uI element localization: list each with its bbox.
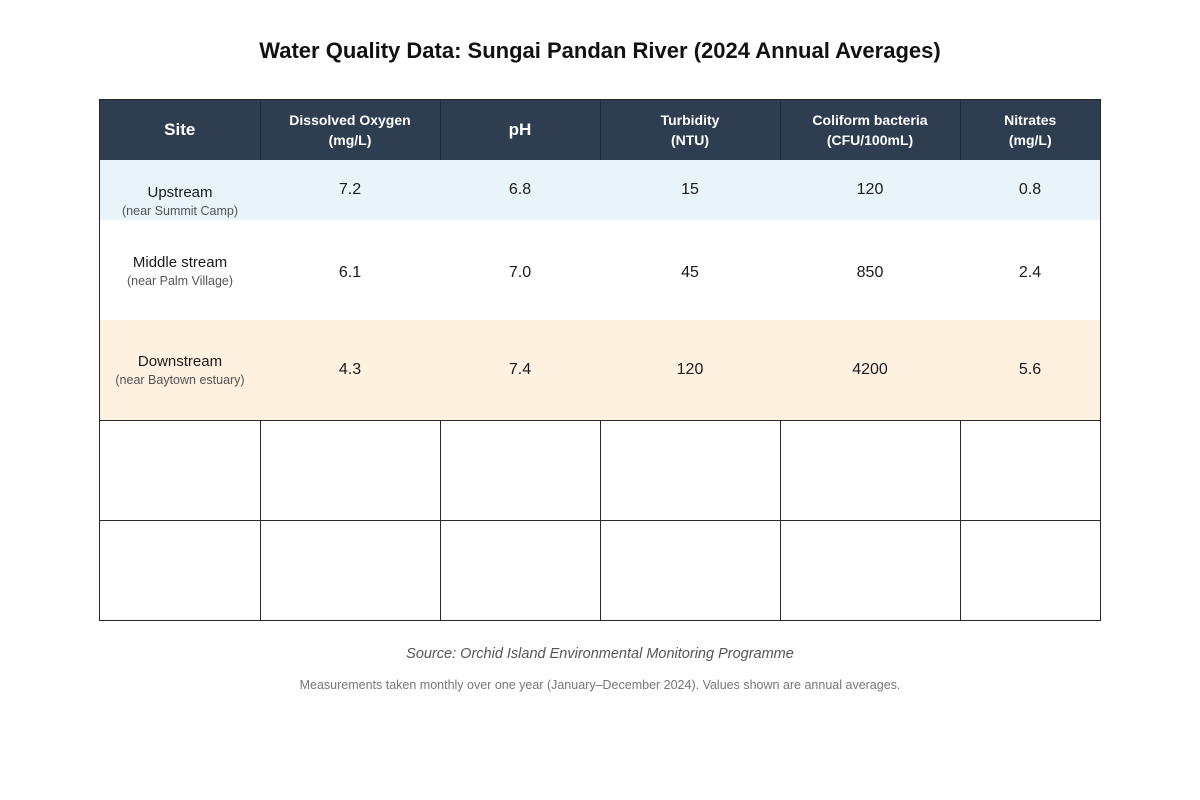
cell-ph: 7.0 [508,264,532,281]
cell-turbidity: 45 [681,264,699,281]
cell-nitrates: 5.6 [1018,360,1042,378]
site-location: (near Summit Camp) [122,204,238,218]
header-row [100,100,1100,160]
cell-ph: 6.8 [508,181,532,198]
empty-cell [960,420,1100,520]
site-name: Upstream [147,184,213,201]
footnote: Measurements taken monthly over one year (January–December 2024). Values shown are annual averages. [299,678,901,692]
header-unit: (NTU) [670,132,710,148]
cell-turbidity: 15 [681,181,699,198]
empty-cell [780,520,960,620]
header-label: Nitrates [1004,112,1057,128]
table-row-empty [100,520,1100,620]
header-nitrates [960,100,1100,160]
cell-site [100,160,260,220]
cell-dissolved-oxygen: 4.3 [338,360,362,378]
water-quality-table [99,99,1101,621]
source-caption: Source: Orchid Island Environmental Monitoring Programme [406,646,794,662]
cell-coliform: 4200 [852,360,888,378]
empty-cell [440,420,600,520]
header-label: Site [164,120,196,139]
header-label: Turbidity [660,112,720,128]
empty-cell [100,520,260,620]
site-location: (near Baytown estuary) [115,372,245,387]
page-title: Water Quality Data: Sungai Pandan River (2024 Annual Averages) [259,38,941,63]
table-row-middle-stream [100,220,1100,320]
site-name: Middle stream [132,254,228,271]
empty-cell [600,420,780,520]
cell-site [100,320,260,420]
site-location: (near Palm Village) [126,274,234,288]
table-row-downstream [100,320,1100,420]
header-unit: (mg/L) [1008,132,1052,148]
site-name: Downstream [137,352,223,370]
header-label: Coliform bacteria [812,112,928,128]
header-label: pH [508,120,532,139]
table-row-empty [100,420,1100,520]
header-turbidity [600,100,780,160]
empty-cell [440,520,600,620]
header-dissolved-oxygen [260,100,440,160]
header-site [100,100,260,160]
cell-ph: 7.4 [508,360,532,378]
empty-cell [960,520,1100,620]
header-coliform [780,100,960,160]
cell-turbidity: 120 [676,360,704,378]
header-unit: (CFU/100mL) [826,132,914,148]
empty-cell [260,420,440,520]
cell-site [100,220,260,320]
empty-cell [260,520,440,620]
table-row-upstream [100,160,1100,220]
header-ph [440,100,600,160]
header-label: Dissolved Oxygen [289,112,411,128]
cell-dissolved-oxygen: 6.1 [338,264,362,281]
empty-cell [780,420,960,520]
cell-dissolved-oxygen: 7.2 [338,181,362,198]
empty-cell [600,520,780,620]
data-table [100,100,1100,620]
header-unit: (mg/L) [328,132,372,148]
empty-cell [100,420,260,520]
cell-coliform: 850 [856,264,884,281]
cell-coliform: 120 [856,181,884,198]
cell-nitrates: 0.8 [1018,181,1042,198]
cell-nitrates: 2.4 [1018,264,1042,281]
